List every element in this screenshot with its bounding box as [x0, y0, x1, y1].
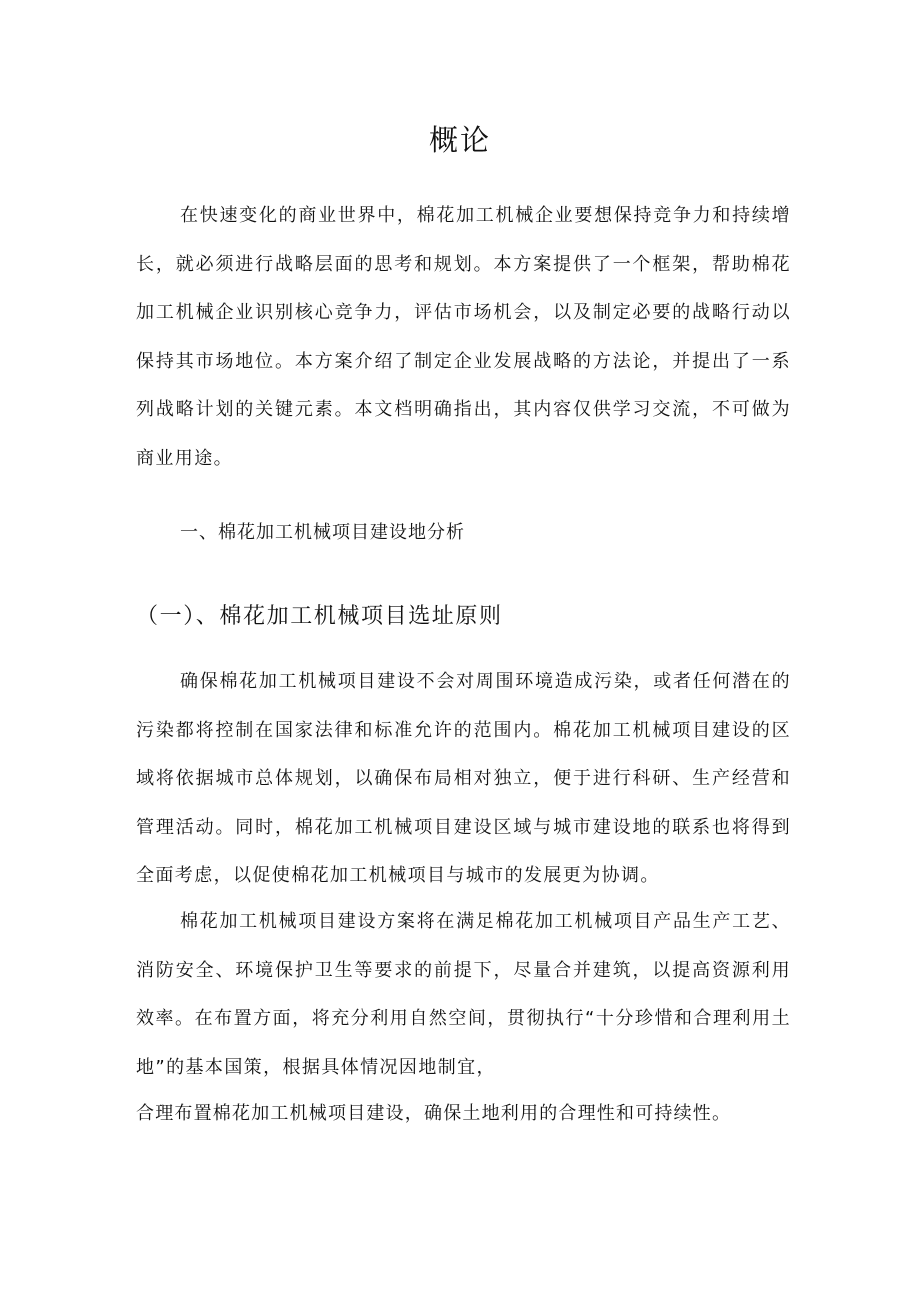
subsection-heading: （一）、棉花加工机械项目选址原则: [136, 604, 503, 629]
section-heading: 一、棉花加工机械项目建设地分析: [180, 522, 465, 543]
body-paragraph: 确保棉花加工机械项目建设不会对周围环境造成污染，或者任何潜在的污染都将控制在国家法律和标准允许的范围内。棉花加工机械项目建设的区域将依据城市总体规划，以确保布局相对独立，便于进行科研、生产经营和管理活动。同时，棉花加工机械项目建设区域与城市建设地的联系也将得到全面考虑，以促使棉花加工机械项目与城市的发展更为协调。: [136, 671, 791, 886]
body-paragraph: 合理布置棉花加工机械项目建设，确保土地利用的合理性和可持续性。: [136, 1103, 732, 1124]
document-title: 概论: [428, 123, 491, 157]
body-paragraph: 棉花加工机械项目建设方案将在满足棉花加工机械项目产品生产工艺、消防安全、环境保护卫生等要求的前提下，尽量合并建筑，以提高资源利用效率。在布置方面，将充分利用自然空间，贯彻执行“十分珍惜和合理利用土地”的基本国策，根据具体情况因地制宜，: [136, 911, 791, 1078]
intro-paragraph: 在快速变化的商业世界中，棉花加工机械企业要想保持竞争力和持续增长，就必须进行战略层面的思考和规划。本方案提供了一个框架，帮助棉花加工机械企业识别核心竞争力，评估市场机会，以及制定必要的战略行动以保持其市场地位。本方案介绍了制定企业发展战略的方法论，并提出了一系列战略计划的关键元素。本文档明确指出，其内容仅供学习交流，不可做为商业用途。: [136, 205, 791, 469]
